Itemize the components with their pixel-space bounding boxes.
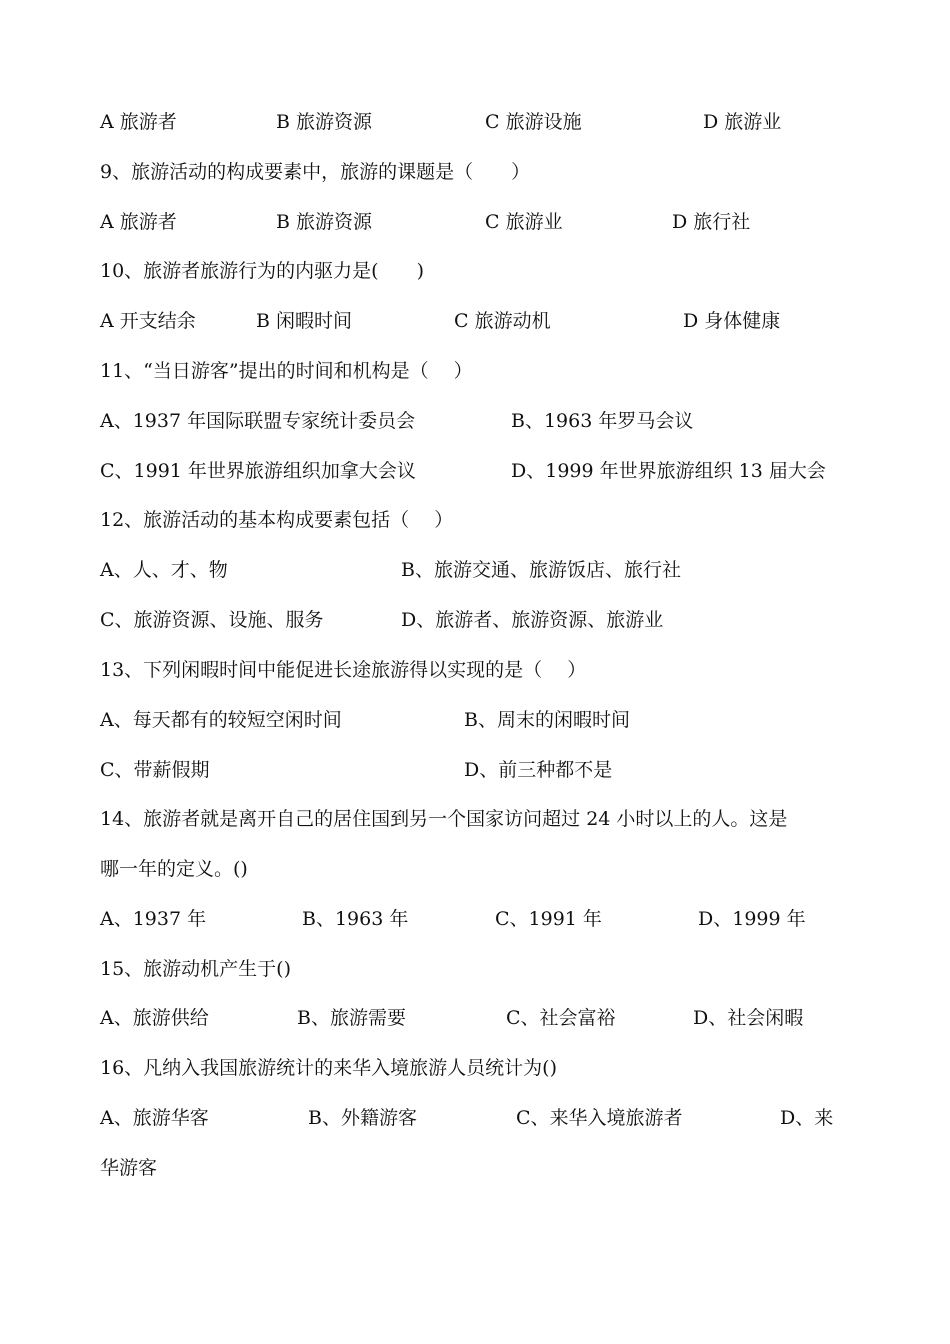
q12-stem: 12、旅游活动的基本构成要素包括（ ）	[100, 509, 454, 531]
q9-stem: 9、旅游活动的构成要素中，旅游的课题是（ ）	[100, 161, 531, 183]
q8-option-b: B 旅游资源	[276, 111, 373, 133]
q8-option-a: A 旅游者	[100, 111, 177, 133]
q12-options-row2	[100, 605, 840, 635]
q10-options	[100, 306, 840, 336]
q8-option-c: C 旅游设施	[485, 111, 582, 133]
q12-option-c: C、旅游资源、设施、服务	[100, 609, 324, 631]
q9-option-a: A 旅游者	[100, 211, 177, 233]
q12-option-d: D、旅游者、旅游资源、旅游业	[401, 609, 664, 631]
q10-option-a: A 开支结余	[100, 310, 196, 332]
q15-stem: 15、旅游动机产生于()	[100, 958, 292, 980]
q10-option-b: B 闲暇时间	[256, 310, 353, 332]
q15-option-d: D、社会闲暇	[693, 1007, 804, 1029]
q14-option-b: B、1963 年	[302, 908, 409, 930]
q13-options-row2	[100, 755, 840, 785]
q11-option-c: C、1991 年世界旅游组织加拿大会议	[100, 460, 416, 482]
q11-stem: 11、“当日游客”提出的时间和机构是（ ）	[100, 360, 473, 382]
q16-stem: 16、凡纳入我国旅游统计的来华入境旅游人员统计为()	[100, 1057, 558, 1079]
q13-option-a: A、每天都有的较短空闲时间	[100, 709, 342, 731]
q14-options	[100, 904, 840, 934]
q10-option-d: D 身体健康	[683, 310, 781, 332]
q12-options-row1	[100, 555, 840, 585]
q11-option-a: A、1937 年国际联盟专家统计委员会	[100, 410, 416, 432]
q11-options-row2	[100, 456, 840, 486]
q13-option-d: D、前三种都不是	[464, 759, 613, 781]
q9-option-b: B 旅游资源	[276, 211, 373, 233]
q14-option-d: D、1999 年	[698, 908, 806, 930]
q11-option-b: B、1963 年罗马会议	[511, 410, 694, 432]
q9-option-c: C 旅游业	[485, 211, 563, 233]
q11-options-row1	[100, 406, 840, 436]
q13-option-c: C、带薪假期	[100, 759, 210, 781]
q12-option-b: B、旅游交通、旅游饭店、旅行社	[401, 559, 681, 581]
q13-stem: 13、下列闲暇时间中能促进长途旅游得以实现的是（ ）	[100, 659, 587, 681]
q16-option-d-wrap: 华游客	[100, 1157, 158, 1179]
q15-option-a: A、旅游供给	[100, 1007, 209, 1029]
q16-option-a: A、旅游华客	[100, 1107, 209, 1129]
q12-option-a: A、人、才、物	[100, 559, 228, 581]
q8-option-d: D 旅游业	[703, 111, 782, 133]
q16-options	[100, 1103, 840, 1133]
q11-option-d: D、1999 年世界旅游组织 13 届大会	[511, 460, 826, 482]
q14-stem-line2: 哪一年的定义。()	[100, 858, 248, 880]
q15-option-b: B、旅游需要	[297, 1007, 406, 1029]
q13-options-row1	[100, 705, 840, 735]
q14-option-c: C、1991 年	[495, 908, 602, 930]
q15-options	[100, 1003, 840, 1033]
q14-stem-line1: 14、旅游者就是离开自己的居住国到另一个国家访问超过 24 小时以上的人。这是	[100, 808, 788, 830]
q10-stem: 10、旅游者旅游行为的内驱力是( )	[100, 260, 425, 282]
q16-option-b: B、外籍游客	[308, 1107, 417, 1129]
q16-option-c: C、来华入境旅游者	[516, 1107, 683, 1129]
q9-option-d: D 旅行社	[672, 211, 751, 233]
q8-options	[100, 107, 840, 137]
q16-option-d: D、来	[780, 1107, 834, 1129]
q13-option-b: B、周末的闲暇时间	[464, 709, 630, 731]
q9-options	[100, 207, 840, 237]
q14-option-a: A、1937 年	[100, 908, 207, 930]
q10-option-c: C 旅游动机	[454, 310, 551, 332]
q15-option-c: C、社会富裕	[506, 1007, 616, 1029]
